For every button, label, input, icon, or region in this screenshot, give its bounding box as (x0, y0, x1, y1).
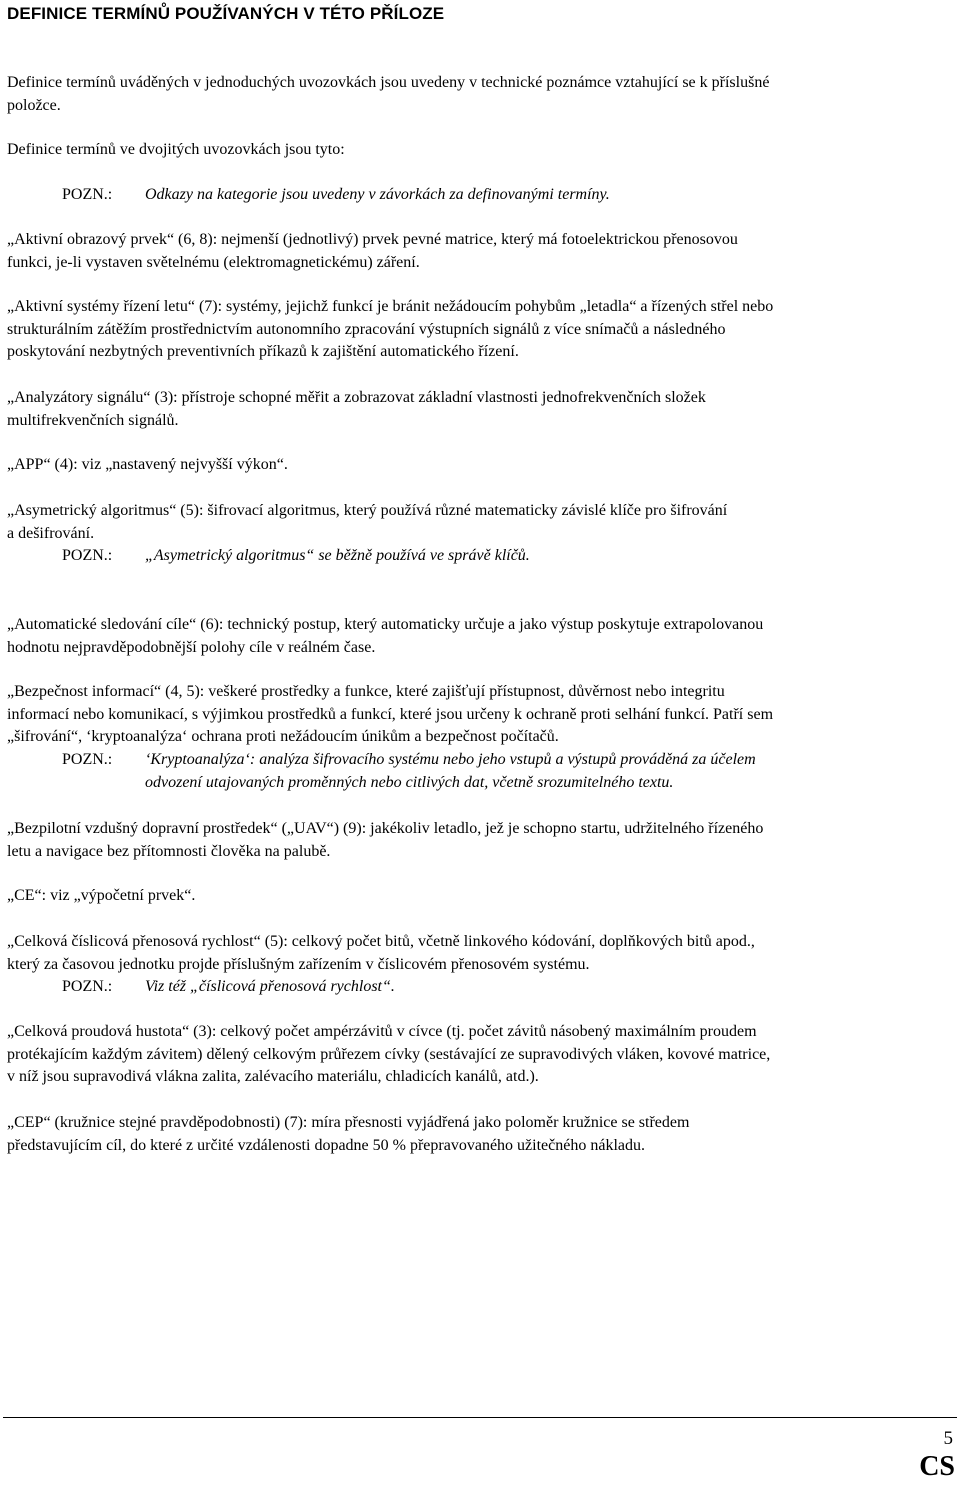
text-line: „CE“: viz „výpočetní prvek“. (7, 887, 196, 904)
text-line: Definice termínů uváděných v jednoduchých uvozovkách jsou uvedeny v technické poznámce vztahující se k příslušné (7, 74, 770, 91)
text-line: „Analyzátory signálu“ (3): přístroje schopné měřit a zobrazovat základní vlastnosti jednofrekvenčních složek (7, 389, 706, 406)
text-line: „APP“ (4): viz „nastavený nejvyšší výkon“. (7, 456, 288, 473)
note-categories: Odkazy na kategorie jsou uvedeny v závorkách za definovanými termíny. (145, 186, 610, 203)
footer-divider (3, 1417, 957, 1418)
text-line: představujícím cíl, do které z určité vzdálenosti dopadne 50 % přepravovaného užitečného nákladu. (7, 1136, 645, 1154)
definition-aktivni-obrazovy-prvek (7, 229, 953, 274)
text-line: „Automatické sledování cíle“ (6): technický postup, který automaticky určuje a jako výstup poskytuje extrapolovanou (7, 616, 764, 633)
definition-asymetricky-algoritmus (7, 500, 953, 545)
text-line: „Aktivní systémy řízení letu“ (7): systémy, jejichž funkcí je bránit nežádoucím pohybům „letadla“ a řízených střel nebo (7, 298, 774, 315)
text-line: „Celková proudová hustota“ (3): celkový počet ampérzávitů v cívce (tj. počet závitů násobený maximálním proudem (7, 1023, 757, 1040)
note-label: POZN.: (62, 751, 113, 768)
text-line: funkci, je-li vystaven světelnému (elektromagnetickému) záření. (7, 253, 420, 271)
text-line: letu a navigace bez přítomnosti člověka na palubě. (7, 842, 331, 860)
text-line: „Celková číslicová přenosová rychlost“ (5): celkový počet bitů, včetně linkového kódování, doplňkových bitů apod., (7, 933, 755, 950)
definition-aktivni-systemy-rizeni-letu (7, 296, 953, 364)
page-number: 5 (943, 1428, 953, 1449)
definition-celkova-cislicova-rychlost (7, 931, 953, 976)
text-line: v níž jsou supravodivá vlákna zalita, zalévacího materiálu, chladicích kanálů, atd.). (7, 1068, 539, 1085)
text-line: odvození utajovaných proměnných nebo citlivých dat, včetně srozumitelného textu. (145, 773, 674, 791)
note-label: POZN.: (62, 547, 113, 564)
text-line: „CEP“ (kružnice stejné pravděpodobnosti) (7): míra přesnosti vyjádřená jako poloměr kružnice se středem (7, 1114, 690, 1131)
text-line: položce. (7, 96, 61, 114)
intro-paragraph (7, 72, 953, 117)
language-code: CS (919, 1451, 955, 1482)
note-label: POZN.: (62, 978, 113, 995)
note-rychlost: Viz též „číslicová přenosová rychlost“. (145, 978, 395, 995)
definition-celkova-proudova-hustota (7, 1021, 953, 1089)
definition-app (7, 454, 953, 477)
text-line: strukturálním zátěžím prostřednictvím autonomního zpracování výstupních signálů z více snímačů a následného (7, 320, 726, 338)
definition-ce (7, 885, 953, 908)
definition-bezpecnost-informaci (7, 681, 953, 749)
text-line: „Bezpečnost informací“ (4, 5): veškeré prostředky a funkce, které zajišťují přístupnost, důvěrnost nebo integritu (7, 683, 725, 700)
text-line: který za časovou jednotku projde příslušným zařízením v číslicovém přenosovém systému. (7, 955, 590, 973)
text-line: multifrekvenčních signálů. (7, 411, 179, 429)
definition-automaticke-sledovani-cile (7, 614, 953, 659)
text-line: „Bezpilotní vzdušný dopravní prostředek“ („UAV“) (9): jakékoliv letadlo, jež je schopno startu, udržitelného řízeného (7, 820, 764, 837)
note-asymetricky: „Asymetrický algoritmus“ se běžně používá ve správě klíčů. (145, 547, 530, 564)
double-quote-intro: Definice termínů ve dvojitých uvozovkách jsou tyto: (7, 141, 345, 158)
definition-cep (7, 1112, 953, 1157)
text-line: „Asymetrický algoritmus“ (5): šifrovací algoritmus, který používá různé matematicky závislé klíče pro šifrování (7, 502, 728, 519)
text-line: informací nebo komunikací, s výjimkou prostředků a funkcí, které jsou určeny k ochraně proti selhání funkcí. Patří sem (7, 705, 774, 723)
definition-analyzatory-signalu (7, 387, 953, 432)
text-line: ‘Kryptoanalýza‘: analýza šifrovacího systému nebo jeho vstupů a výstupů prováděná za účelem (145, 751, 756, 768)
text-line: hodnotu nejpravděpodobnější polohy cíle v reálném čase. (7, 638, 376, 656)
text-line: poskytování nezbytných preventivních příkazů k zajištění automatického řízení. (7, 343, 519, 360)
definition-bezpilotni-prostredek (7, 818, 953, 863)
text-line: protékajícím každým závitem) dělený celkovým průřezem cívky (sestávající ze supravodivých vláken, kovové matrice, (7, 1045, 771, 1063)
text-line: a dešifrování. (7, 524, 95, 542)
note-label: POZN.: (62, 186, 113, 203)
document-title: DEFINICE TERMÍNŮ POUŽÍVANÝCH V TÉTO PŘÍLOZE (7, 4, 445, 23)
note-kryptoanalyza (145, 749, 756, 794)
text-line: „šifrování“, ‘kryptoanalýza‘ ochrana proti nežádoucím únikům a bezpečnost počítačů. (7, 728, 559, 745)
text-line: „Aktivní obrazový prvek“ (6, 8): nejmenší (jednotlivý) prvek pevné matrice, který má fotoelektrickou přenosovou (7, 231, 738, 248)
